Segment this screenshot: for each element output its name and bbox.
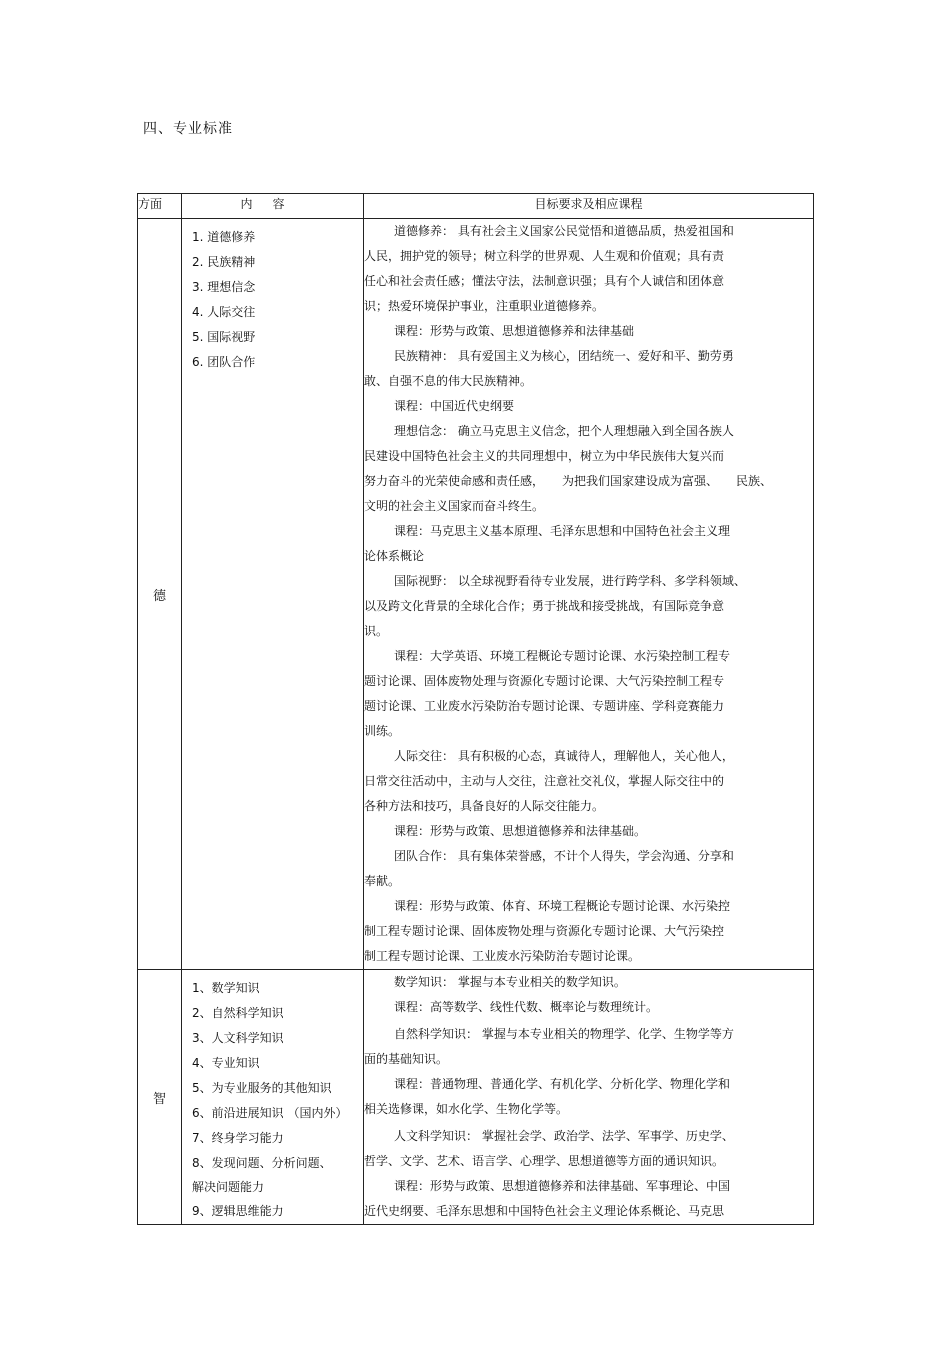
req-line: 人文科学知识： 掌握社会学、政治学、法学、军事学、历史学、 [394, 1129, 734, 1143]
req-line: 课程：形势与政策、思想道德修养和法律基础。 [394, 824, 647, 838]
req-line: 道德修养： 具有社会主义国家公民觉悟和道德品质，热爱祖国和 [394, 224, 734, 238]
req-line: 数学知识： 掌握与本专业相关的数学知识。 [394, 975, 626, 989]
list-item: 8、发现问题、分析问题、解决问题能力 [192, 1156, 332, 1194]
req-line: 课程：形势与政策、思想道德修养和法律基础 [394, 324, 635, 338]
content-cell-de [182, 219, 364, 970]
req-line: 课程：普通物理、普通化学、有机化学、分析化学、物理化学和 [394, 1077, 731, 1091]
aspect-cell-de: 德 [138, 219, 182, 970]
professional-standards-table [137, 193, 814, 1225]
req-line: 课程：高等数学、线性代数、概率论与数理统计。 [394, 1000, 659, 1014]
req-line: 论体系概论 [364, 549, 425, 563]
aspect-cell-zhi: 智 [138, 970, 182, 1225]
list-item: 5、为专业服务的其他知识 [192, 1081, 332, 1095]
req-line: 课程：中国近代史纲要 [394, 399, 515, 413]
req-line: 训练。 [364, 724, 401, 738]
req-line: 课程：大学英语、环境工程概论专题讨论课、水污染控制工程专 [394, 649, 731, 663]
req-line: 民族精神： 具有爱国主义为核心，团结统一、爱好和平、勤劳勇 [394, 349, 734, 363]
req-line: 题讨论课、固体废物处理与资源化专题讨论课、大气污染控制工程专 [364, 674, 725, 688]
table-row-zhi [138, 970, 814, 1225]
list-item: 6. 团队合作 [192, 355, 256, 369]
req-line: 各种方法和技巧，具备良好的人际交往能力。 [364, 799, 605, 813]
content-cell-zhi [182, 970, 364, 1225]
req-line: 制工程专题讨论课、工业废水污染防治专题讨论课。 [364, 949, 641, 963]
req-line: 日常交往活动中，主动与人交往，注意社交礼仪，掌握人际交往中的 [364, 774, 725, 788]
table-row-de [138, 219, 814, 970]
req-line: 以及跨文化背景的全球化合作；勇于挑战和接受挑战，有国际竞争意 [364, 599, 725, 613]
header-aspect: 方面 [138, 194, 182, 219]
req-line: 任心和社会责任感；懂法守法，法制意识强；具有个人诚信和团体意 [364, 274, 725, 288]
req-line: 人民，拥护党的领导；树立科学的世界观、人生观和价值观；具有责 [364, 249, 725, 263]
req-line: 文明的社会主义国家而奋斗终生。 [364, 499, 545, 513]
req-line: 识；热爱环境保护事业，注重职业道德修养。 [364, 299, 605, 313]
req-line: 课程：形势与政策、思想道德修养和法律基础、军事理论、中国 [394, 1179, 731, 1193]
requirements-cell-de [364, 219, 814, 970]
list-item: 4. 人际交往 [192, 305, 256, 319]
header-requirements: 目标要求及相应课程 [364, 194, 814, 219]
list-item: 2. 民族精神 [192, 255, 256, 269]
req-line: 哲学、文学、艺术、语言学、心理学、思想道德等方面的通识知识。 [364, 1154, 725, 1168]
list-item: 4、专业知识 [192, 1056, 260, 1070]
req-line: 制工程专题讨论课、固体废物处理与资源化专题讨论课、大气污染控 [364, 924, 725, 938]
list-item: 3. 理想信念 [192, 280, 256, 294]
req-line: 团队合作： 具有集体荣誉感，不计个人得失，学会沟通、分享和 [394, 849, 734, 863]
section-heading: 四、专业标准 [143, 121, 233, 137]
list-item: 1、数学知识 [192, 981, 260, 995]
req-line: 面的基础知识。 [364, 1052, 449, 1066]
header-content: 内容 [182, 194, 364, 219]
list-item: 7、终身学习能力 [192, 1131, 284, 1145]
req-line: 理想信念： 确立马克思主义信念，把个人理想融入到全国各族人 [394, 424, 734, 438]
req-line: 奉献。 [364, 874, 401, 888]
list-item: 1. 道德修养 [192, 230, 256, 244]
req-line: 近代史纲要、毛泽东思想和中国特色社会主义理论体系概论、马克思 [364, 1204, 725, 1218]
list-item: 3、人文科学知识 [192, 1031, 284, 1045]
list-item: 5. 国际视野 [192, 330, 256, 344]
list-item: 9、逻辑思维能力 [192, 1204, 284, 1218]
req-line: 人际交往： 具有积极的心态，真诚待人，理解他人，关心他人， [394, 749, 734, 763]
req-line: 识。 [364, 624, 389, 638]
req-line: 自然科学知识： 掌握与本专业相关的物理学、化学、生物学等方 [394, 1027, 734, 1041]
req-line: 民建设中国特色社会主义的共同理想中，树立为中华民族伟大复兴而 [364, 449, 725, 463]
requirements-cell-zhi [364, 970, 814, 1225]
list-item: 6、前沿进展知识 （国内外） [192, 1106, 348, 1120]
req-line: 国际视野： 以全球视野看待专业发展，进行跨学科、多学科领域、 [394, 574, 746, 588]
table-header-row [138, 194, 814, 219]
req-line: 敢、自强不息的伟大民族精神。 [364, 374, 533, 388]
req-line: 课程：形势与政策、体育、环境工程概论专题讨论课、水污染控 [394, 899, 731, 913]
list-item: 2、自然科学知识 [192, 1006, 284, 1020]
req-line: 课程：马克思主义基本原理、毛泽东思想和中国特色社会主义理 [394, 524, 731, 538]
req-line: 努力奋斗的光荣使命感和责任感， 为把我们国家建设成为富强、 民族、 [364, 474, 773, 488]
req-line: 相关选修课，如水化学、生物化学等。 [364, 1102, 569, 1116]
req-line: 题讨论课、工业废水污染防治专题讨论课、专题讲座、学科竞赛能力 [364, 699, 725, 713]
